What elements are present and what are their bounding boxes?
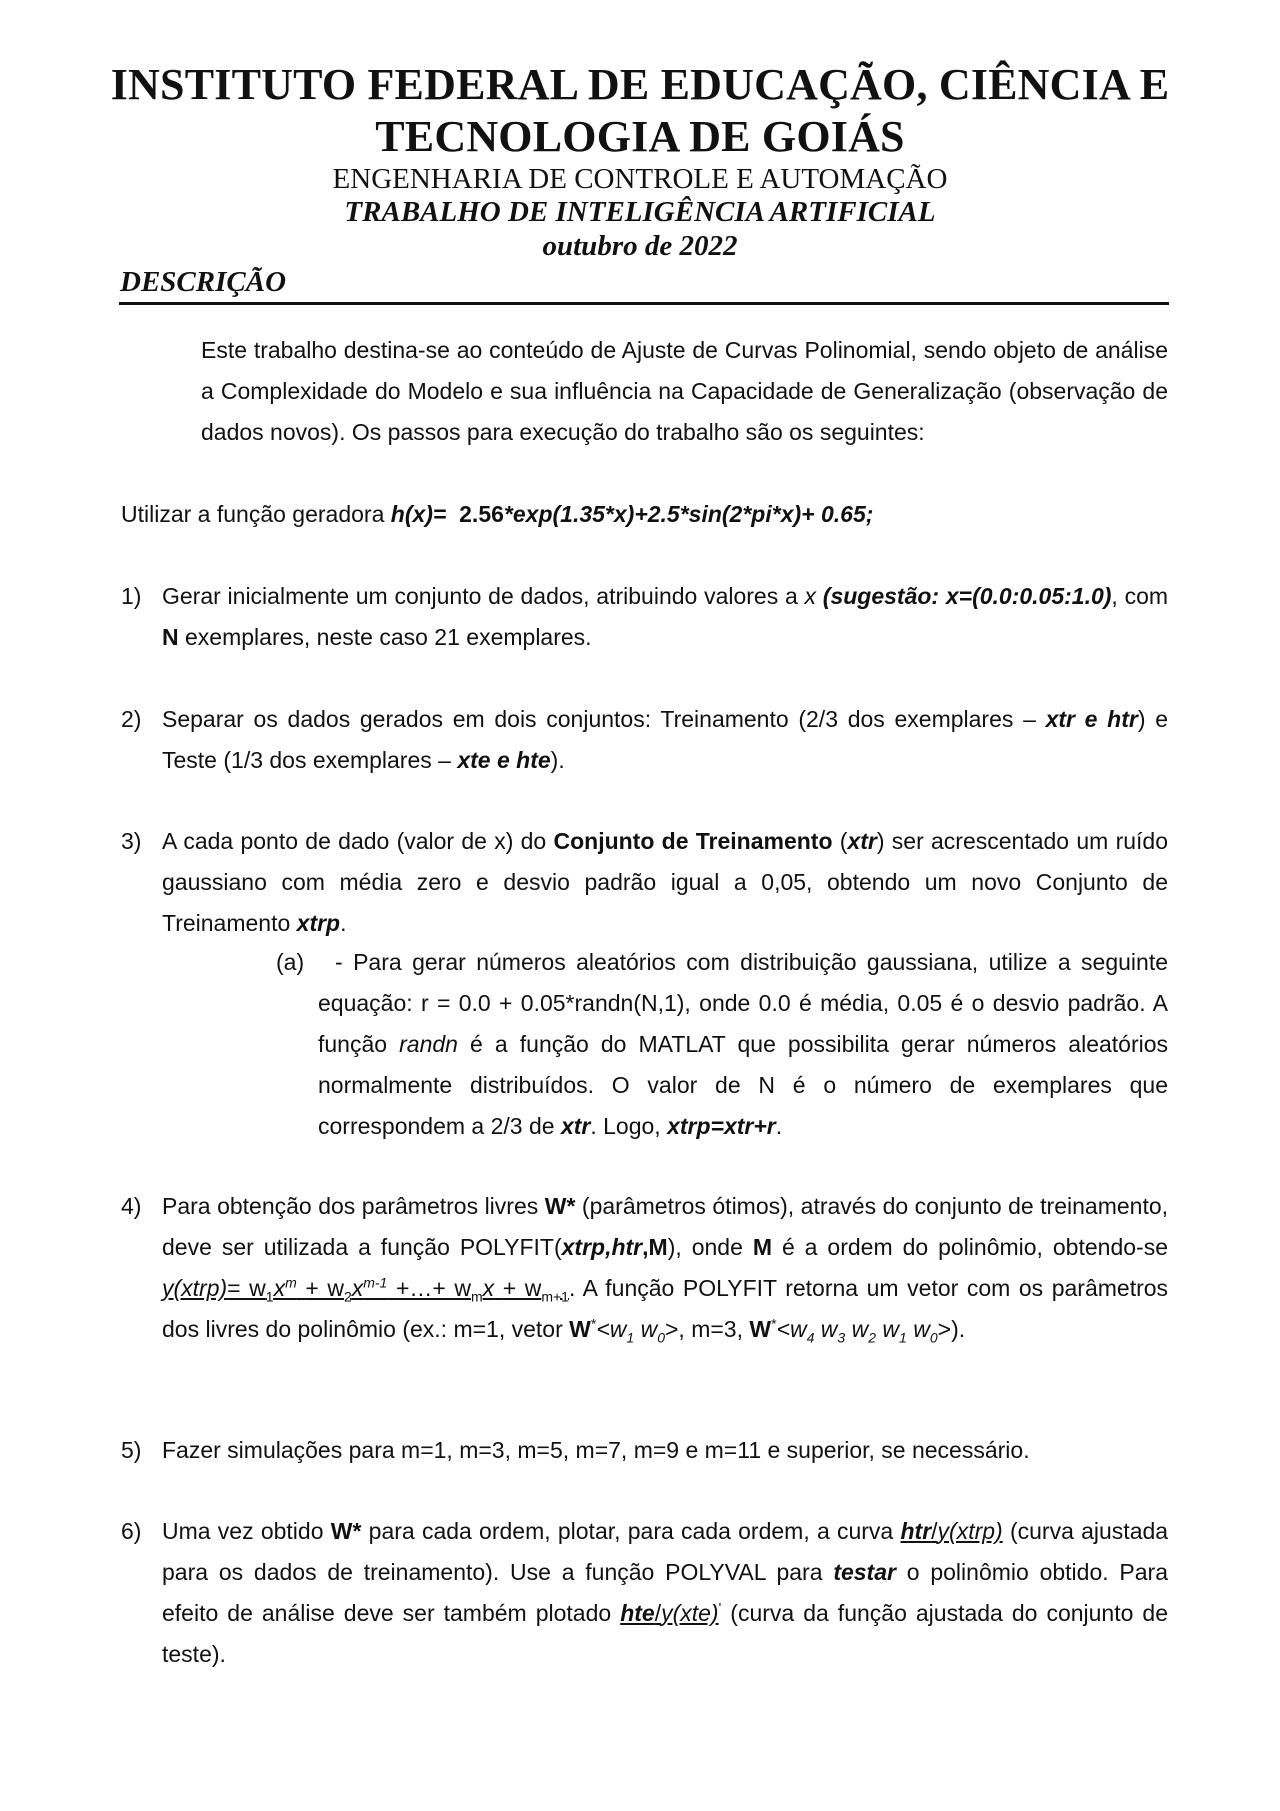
item-number-6: 6): [121, 1518, 142, 1544]
generator-function: [121, 494, 873, 535]
heading-rule: [119, 302, 1169, 305]
generator-expr: *exp(1.35*x)+2.5*sin(2*pi*x)+ 0.65;: [503, 501, 874, 527]
document-date: outubro de 2022: [542, 230, 738, 262]
item-number-2: 2): [121, 706, 142, 732]
generator-func-name: h(x)=: [390, 501, 447, 527]
course-name: ENGENHARIA DE CONTROLE E AUTOMAÇÃO: [332, 163, 948, 195]
intro-paragraph: Este trabalho destina-se ao conteúdo de Ajuste de Curvas Polinomial, sendo objeto de análise a Complexidade do Modelo e sua influência na Capacidade de Generalização (observação de dados novos). Os passos para execução do trabalho são os seguintes:: [201, 337, 1168, 445]
work-title: TRABALHO DE INTELIGÊNCIA ARTIFICIAL: [344, 196, 936, 228]
generator-prefix: Utilizar a função geradora: [121, 501, 385, 527]
item-3a-text: - Para gerar números aleatórios com distribuição gaussiana, utilize a seguinte equação: r = 0.0 + 0.05*randn(N,1), onde 0.0 é média, 0.05 é o desvio padrão. A função randn é a função do MATLAT que possibilita gerar números aleatórios normalmente distribuídos. O valor de N é o número de exemplares que correspondem a 2/3 de xtr. Logo, xtrp=xtr+r.: [318, 949, 1169, 1139]
item-3-text: A cada ponto de dado (valor de x) do Conjunto de Treinamento (xtr) ser acrescentado um ruído gaussiano com média zero e desvio padrão igual a 0,05, obtendo um novo Conjunto de Treinamento xtrp.: [162, 828, 1168, 936]
item-6-text: Uma vez obtido W* para cada ordem, plotar, para cada ordem, a curva htr/y(xtrp) (curva ajustada para os dados de treinamento). Use a função POLYVAL para testar o polinômio obtido. Para efeito de análise deve ser também plotado hte/y(xte)' (curva da função ajustada do conjunto de teste).: [162, 1518, 1169, 1667]
generator-const: 2.56: [459, 501, 504, 527]
item-5-text: Fazer simulações para m=1, m=3, m=5, m=7, m=9 e m=11 e superior, se necessário.: [162, 1437, 1030, 1463]
section-heading: DESCRIÇÃO: [120, 266, 287, 298]
item-2-text: Separar os dados gerados em dois conjuntos: Treinamento (2/3 dos exemplares – xtr e htr) e Teste (1/3 dos exemplares – xte e hte).: [162, 706, 1168, 773]
item-number-5: 5): [121, 1437, 142, 1463]
item-1-text: Gerar inicialmente um conjunto de dados, atribuindo valores a x (sugestão: x=(0.0:0.05:1.0), com N exemplares, neste caso 21 exemplares.: [162, 583, 1169, 650]
item-number-1: 1): [121, 583, 142, 609]
institution-title-line1: INSTITUTO FEDERAL DE EDUCAÇÃO, CIÊNCIA E: [110, 60, 1170, 109]
item-number-4: 4): [121, 1193, 142, 1219]
item-3a-label: (a): [276, 949, 305, 975]
institution-title-line2: TECNOLOGIA DE GOIÁS: [375, 112, 905, 161]
item-number-3: 3): [121, 828, 142, 854]
item-4-text: Para obtenção dos parâmetros livres W* (parâmetros ótimos), através do conjunto de treinamento, deve ser utilizada a função POLYFIT(xtrp,htr,M), onde M é a ordem do polinômio, obtendo-se y(xtrp)= $w_1x^m + w_2x^{m-1}$ +…+ $w_mx + w_{m+1}$. A função POLYFIT retorna um vetor com os parâmetros dos livres do polinômio (ex.: m=1, vetor $W^*<w_1$ $w_0>$, m=3, $W^*<w_4$ $w_3$ $w_2$ $w_1$ $w_0>$).: [162, 1193, 1169, 1346]
